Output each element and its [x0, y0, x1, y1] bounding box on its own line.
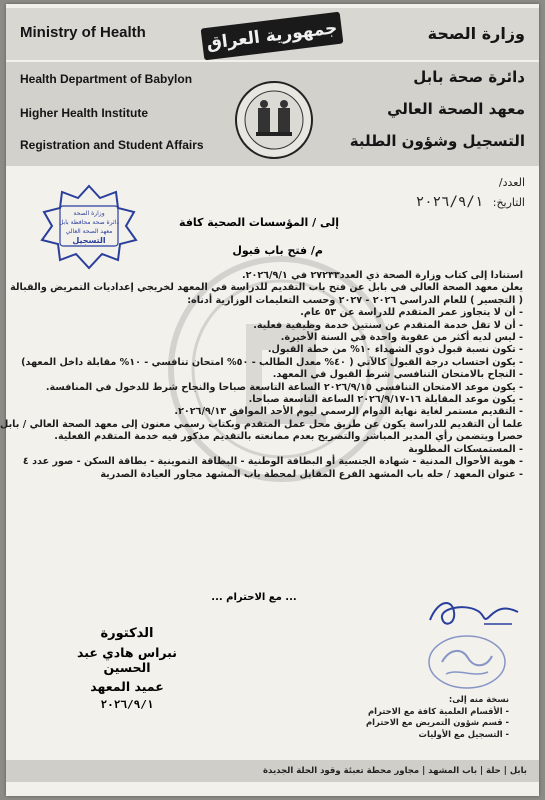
- copies-list: [366, 694, 509, 740]
- signatory-date: ٢٠٢٦/٩/١: [100, 698, 154, 711]
- body-line: - التقديم مستمر لغاية نهاية الدوام الرسمي ليوم الأحد الموافق ٢٠٢٦/٩/١٣.: [174, 406, 523, 418]
- copies-heading: نسخة منه إلى:: [448, 694, 509, 704]
- document-date: [416, 194, 525, 210]
- body-line: - يكون احتساب درجة القبول كالآتي ( ٤٠% معدل الطالب - ٥٠% امتحان تنافسي - ١٠% مقابلة داخل المعهد): [21, 356, 523, 368]
- body-line: - هوية الأحوال المدنية - شهادة الجنسية أو البطاقة الوطنية - البطاقة التموينية - بطاقة السكن - صور عدد ٤: [22, 456, 523, 468]
- date-label: التاريخ:: [492, 196, 525, 209]
- handwritten-signature: [424, 594, 524, 634]
- body-line: - تكون نسبة قبول ذوي الشهداء ١٠% من خطة القبول.: [267, 344, 523, 356]
- body-line: - يكون موعد المقابلة ١٦-٢٠٢٦/٩/١٧ الساعة التاسعة صباحا.: [248, 394, 523, 406]
- letter-body: [0, 270, 523, 481]
- body-line: - ليس لديه أكثر من عقوبة واحدة في السنة الأخيرة.: [280, 332, 523, 344]
- affairs-en: Registration and Student Affairs: [20, 138, 204, 152]
- signatory-position: عميد المعهد: [90, 679, 164, 694]
- body-line: حصرا ويتضمن رأي المدير المباشر والتصريح بعدم ممانعته بالتقديم مذكور فيه خدمة المتقدم الفعلية.: [54, 431, 523, 443]
- stamp-line2: دائرة صحة محافظة بابل: [58, 219, 120, 226]
- institute-en: Higher Health Institute: [20, 106, 149, 120]
- signatory-name: نبراس هادي عبد الحسين: [77, 645, 177, 675]
- body-line: استنادا إلى كتاب وزارة الصحة ذي العدد٢٧٢٣٣ في ٢٠٢٦/٩/١.: [241, 270, 523, 281]
- body-line: يعلن معهد الصحة العالي في بابل عن فتح باب التقديم للدراسة في المعهد لخريجي إعداديات التمريض والقبالة: [10, 282, 523, 294]
- signatory-block: [52, 626, 202, 711]
- body-line: - عنوان المعهد / حله باب المشهد الفرع المقابل لمحطة باب المشهد مجاور العيادة الصدرية: [100, 468, 523, 480]
- affairs-ar: التسجيل وشؤون الطلبة: [349, 132, 525, 150]
- body-line: - المستمسكات المطلوبة: [408, 443, 523, 455]
- body-line: علما أن التقديم للدراسة يكون عن طريق محل عمل المتقدم وبكتاب رسمي معنون إلى معهد الصحة العالي / بابل: [0, 418, 523, 430]
- body-line: - النجاح بالامتحان التنافسي شرط القبول في المعهد.: [272, 369, 523, 381]
- dept-ar: دائرة صحة بابل: [413, 68, 525, 86]
- copies-item: - الأقسام العلمية كافة مع الاحترام: [368, 705, 509, 716]
- registration-stamp: [34, 182, 144, 272]
- address-footer: بابل | حلة | باب المشهد | مجاور محطة تعبئة وقود الحلة الجديدة: [6, 760, 539, 782]
- body-line: - أن لا يتجاوز عمر المتقدم للدراسة عن ٥٣ عام.: [300, 307, 523, 319]
- body-line: - يكون موعد الامتحان التنافسي ٢٠٢٦/٩/١٥ الساعة التاسعة صباحا والنجاح شرط للدخول في المنافسة.: [45, 381, 523, 393]
- signatory-title: الدكتورة: [100, 626, 154, 641]
- ministry-logo: [234, 80, 314, 160]
- stamp-line4: التسجيل: [72, 236, 106, 245]
- stamp-line1: وزارة الصحة: [73, 210, 105, 217]
- dept-en: Health Department of Babylon: [20, 72, 193, 86]
- body-line: ( التجسير ) للعام الدراسي ٢٠٢٦ - ٢٠٢٧ وحسب التعليمات الوزارية أدناه:: [187, 294, 523, 306]
- ministry-ar: وزارة الصحة: [427, 24, 525, 43]
- country-label: جمهورية العراق: [201, 12, 344, 61]
- date-value: ٢٠٢٦/٩/١: [415, 194, 484, 210]
- institute-ar: معهد الصحة العالي: [387, 100, 525, 118]
- closing-regards: ... مع الاحترام ...: [211, 592, 297, 603]
- dean-stamp: [426, 632, 508, 692]
- subject: م/ فتح باب قبول: [232, 244, 323, 257]
- document-page: [0, 4, 539, 796]
- copies-item: - التسجيل مع الأوليات: [418, 728, 509, 739]
- body-line: - أن لا تقل خدمة المتقدم عن سنتين خدمة وظيفية فعلية.: [253, 319, 523, 331]
- stamp-line3: معهد الصحة العالي: [65, 228, 113, 235]
- copies-item: - قسم شؤون التمريض مع الاحترام: [366, 717, 509, 727]
- document-number: العدد/: [498, 176, 525, 189]
- ministry-en: Ministry of Health: [20, 24, 146, 41]
- addressee: إلى / المؤسسات الصحية كافة: [179, 216, 339, 229]
